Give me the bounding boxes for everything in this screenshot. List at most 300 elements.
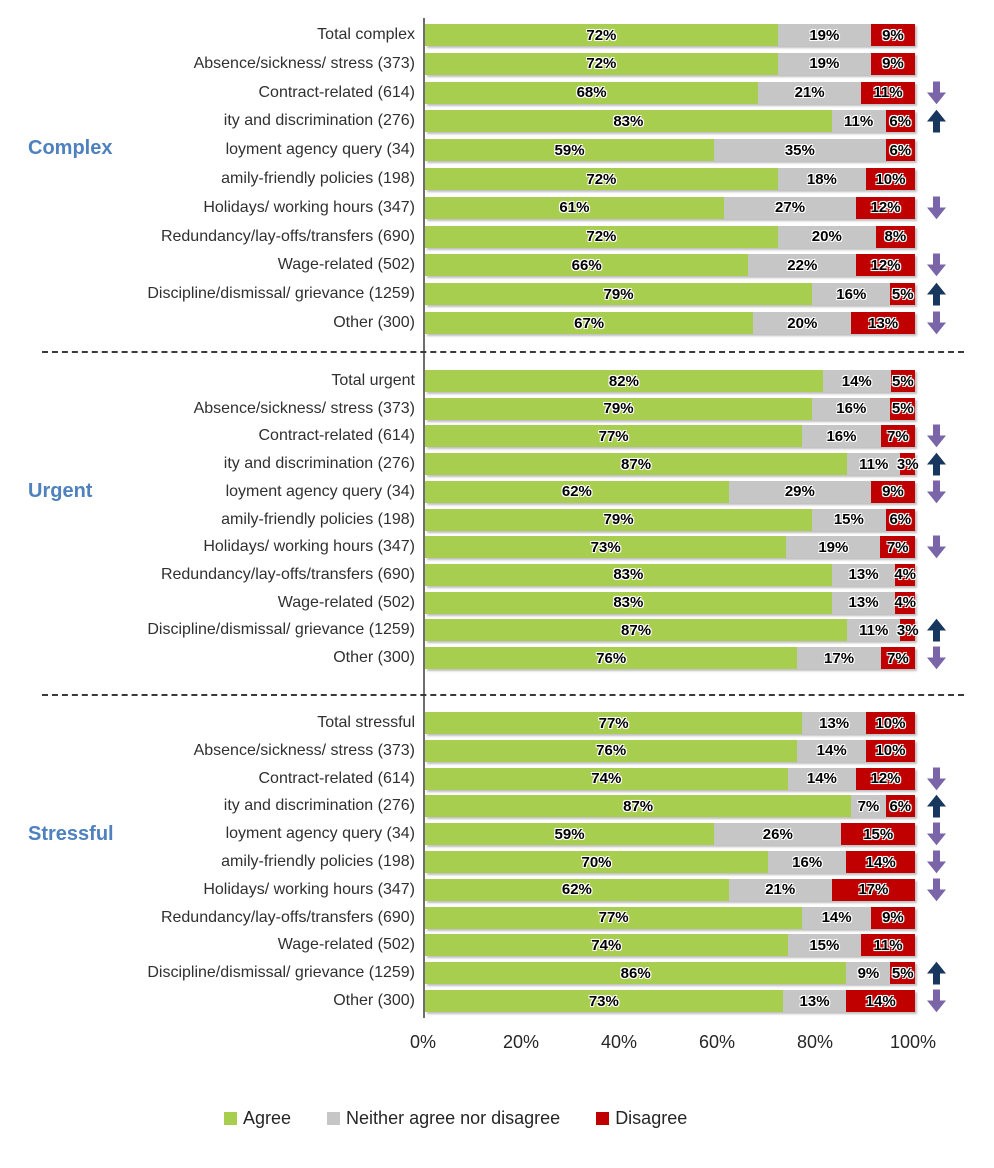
neither-segment [778, 226, 876, 248]
x-axis-tick-label: 80% [796, 1032, 834, 1052]
value-label: 13% [848, 566, 879, 584]
disagree-segment [886, 795, 915, 817]
value-label: 73% [590, 538, 621, 556]
value-label: 17% [824, 649, 855, 667]
value-label: 72% [586, 55, 617, 73]
disagree-segment [895, 592, 915, 614]
agree-segment [425, 370, 823, 392]
down-arrow-icon [926, 850, 947, 874]
up-arrow-icon [926, 109, 947, 133]
category-label: Other (300) [333, 649, 415, 666]
value-label: 70% [581, 853, 612, 871]
legend-label: Neither agree nor disagree [346, 1108, 561, 1128]
value-label: 82% [608, 372, 639, 390]
disagree-segment [890, 398, 915, 420]
value-label: 11% [844, 112, 874, 130]
neither-segment [802, 712, 866, 734]
neither-segment [832, 592, 896, 614]
disagree-segment [856, 254, 915, 276]
value-label: 4% [894, 594, 917, 612]
disagree-segment [832, 879, 915, 901]
neither-segment [714, 823, 841, 845]
stacked-bar [425, 24, 915, 46]
value-label: 7% [886, 427, 909, 445]
value-label: 13% [799, 992, 830, 1010]
category-label: Holidays/ working hours (347) [203, 880, 415, 898]
neither-segment [847, 453, 900, 475]
stacked-bar [425, 768, 915, 790]
stacked-bar [425, 907, 915, 929]
category-label: ity and discrimination (276) [223, 455, 415, 473]
bar-row [0, 82, 994, 104]
agree-segment [425, 712, 802, 734]
value-label: 86% [620, 964, 651, 982]
disagree-segment [881, 647, 915, 669]
neither-segment [778, 24, 871, 46]
category-label: Total stressful [317, 714, 415, 731]
disagree-segment [866, 712, 915, 734]
value-label: 6% [889, 797, 912, 815]
category-label: Wage-related (502) [277, 256, 415, 274]
legend-item [224, 1108, 291, 1129]
neither-segment [788, 934, 862, 956]
disagree-segment [886, 139, 915, 161]
category-label: Wage-related (502) [277, 593, 415, 611]
neither-segment [802, 425, 880, 447]
agree-segment [425, 647, 797, 669]
value-label: 13% [868, 314, 899, 332]
value-label: 77% [598, 714, 629, 732]
bar-row [0, 226, 994, 248]
agree-segment [425, 990, 783, 1012]
value-label: 21% [794, 84, 825, 102]
bar-row [0, 425, 994, 447]
bar-row [0, 907, 994, 929]
agree-segment [425, 619, 847, 641]
stacked-bar [425, 53, 915, 75]
category-label: amily-friendly policies (198) [221, 853, 415, 870]
bar-row [0, 312, 994, 334]
neither-segment [783, 990, 847, 1012]
stacked-bar [425, 564, 915, 586]
disagree-segment [890, 283, 915, 305]
stacked-bar [425, 934, 915, 956]
category-label: amily-friendly policies (198) [221, 170, 415, 187]
agree-segment [425, 592, 832, 614]
value-label: 14% [841, 372, 872, 390]
value-label: 12% [870, 770, 901, 788]
value-label: 29% [784, 483, 815, 501]
stacked-bar [425, 254, 915, 276]
neither-segment [832, 110, 886, 132]
value-label: 7% [886, 649, 909, 667]
disagree-segment [871, 907, 915, 929]
agree-segment [425, 962, 846, 984]
category-label: ity and discrimination (276) [223, 797, 415, 815]
value-label: 14% [821, 909, 852, 927]
category-label: Absence/sickness/ stress (373) [193, 399, 415, 417]
value-label: 10% [875, 714, 906, 732]
category-label: Contract-related (614) [258, 83, 415, 101]
value-label: 13% [848, 594, 879, 612]
bar-row [0, 481, 994, 503]
disagree-segment [856, 197, 915, 219]
bar-row [0, 795, 994, 817]
disagree-segment [841, 823, 915, 845]
value-label: 72% [586, 228, 617, 246]
category-label: Discipline/dismissal/ grievance (1259) [147, 964, 415, 982]
down-arrow-icon [926, 767, 947, 791]
stacked-bar [425, 740, 915, 762]
stacked-bar [425, 283, 915, 305]
bar-row [0, 768, 994, 790]
disagree-segment [896, 619, 919, 641]
value-label: 5% [891, 964, 914, 982]
value-label: 9% [882, 909, 904, 927]
agree-segment [425, 536, 786, 558]
up-arrow-icon [926, 452, 947, 476]
stacked-bar [425, 425, 915, 447]
category-label: Other (300) [333, 314, 415, 331]
value-label: 9% [882, 483, 904, 501]
category-label: Other (300) [333, 992, 415, 1009]
value-label: 62% [561, 483, 592, 501]
x-axis-tick-label: 20% [502, 1032, 540, 1052]
stacked-bar [425, 509, 915, 531]
value-label: 19% [818, 538, 849, 556]
neither-segment [786, 536, 880, 558]
value-label: 79% [603, 400, 634, 418]
value-label: 3% [896, 621, 919, 639]
value-label: 83% [613, 566, 644, 584]
bar-row [0, 592, 994, 614]
down-arrow-icon [926, 196, 947, 220]
value-label: 61% [559, 199, 590, 217]
value-label: 15% [833, 511, 864, 528]
stacked-bar [425, 226, 915, 248]
value-label: 12% [870, 199, 901, 217]
disagree-segment [890, 962, 915, 984]
value-label: 11% [873, 936, 903, 954]
category-label: amily-friendly policies (198) [221, 510, 415, 528]
disagree-segment [846, 990, 915, 1012]
disagree-segment [881, 425, 915, 447]
agree-segment [425, 197, 724, 219]
category-label: Total complex [317, 26, 415, 43]
value-label: 76% [596, 742, 627, 760]
value-label: 20% [787, 314, 818, 332]
bar-row [0, 712, 994, 734]
value-label: 5% [892, 372, 914, 390]
category-label: Contract-related (614) [258, 769, 415, 787]
neither-segment [729, 481, 871, 503]
neither-segment [797, 647, 880, 669]
category-label: Discipline/dismissal/ grievance (1259) [147, 621, 415, 639]
value-label: 18% [806, 170, 837, 188]
agree-segment [425, 24, 778, 46]
bar-row [0, 110, 994, 132]
legend-label: Disagree [615, 1108, 688, 1128]
x-axis-tick-label: 60% [698, 1032, 736, 1052]
value-label: 14% [865, 853, 896, 871]
bar-row [0, 509, 994, 531]
category-label: Absence/sickness/ stress (373) [193, 741, 415, 759]
disagree-segment [851, 312, 915, 334]
disagree-segment [895, 564, 915, 586]
neither-segment [797, 740, 866, 762]
up-arrow-icon [926, 618, 947, 642]
up-arrow-icon [926, 282, 947, 306]
bar-row [0, 536, 994, 558]
agree-segment [425, 226, 778, 248]
neither-segment [823, 370, 891, 392]
agree-segment [425, 879, 729, 901]
bar-row [0, 53, 994, 75]
value-label: 87% [623, 797, 654, 815]
value-label: 10% [875, 170, 906, 188]
neither-segment [847, 619, 900, 641]
up-arrow-icon [926, 794, 947, 818]
value-label: 15% [863, 825, 894, 843]
down-arrow-icon [926, 81, 947, 105]
down-arrow-icon [926, 646, 947, 670]
stacked-bar [425, 851, 915, 873]
disagree-segment [856, 768, 915, 790]
category-label: ity and discrimination (276) [223, 112, 415, 130]
neither-segment [788, 768, 857, 790]
value-label: 4% [894, 566, 917, 584]
stacked-bar [425, 619, 919, 641]
neither-segment [832, 564, 896, 586]
value-label: 73% [588, 992, 619, 1010]
value-label: 11% [859, 621, 889, 639]
bar-row [0, 851, 994, 873]
disagree-segment [876, 226, 915, 248]
value-label: 62% [561, 881, 592, 899]
value-label: 16% [826, 427, 857, 445]
neither-segment [851, 795, 885, 817]
value-label: 14% [806, 770, 837, 788]
stacked-bar [425, 795, 915, 817]
category-label: loyment agency query (34) [225, 825, 415, 843]
category-label: Wage-related (502) [277, 936, 415, 954]
agree-segment [425, 768, 788, 790]
value-label: 13% [819, 714, 850, 732]
value-label: 6% [889, 511, 912, 528]
neither-segment [714, 139, 886, 161]
stacked-bar [425, 481, 915, 503]
agree-segment [425, 254, 748, 276]
category-label: Contract-related (614) [258, 427, 415, 445]
disagree-segment [880, 536, 915, 558]
stacked-bar [425, 82, 915, 104]
stacked-bar [425, 647, 915, 669]
neither-segment [846, 962, 890, 984]
value-label: 26% [762, 825, 793, 843]
stacked-bar [425, 168, 915, 190]
value-label: 16% [792, 853, 823, 871]
neither-segment [778, 168, 866, 190]
stacked-bar [425, 110, 915, 132]
value-label: 67% [574, 314, 605, 332]
down-arrow-icon [926, 424, 947, 448]
value-label: 7% [857, 797, 880, 815]
legend-swatch-icon [327, 1112, 340, 1125]
agree-segment [425, 453, 847, 475]
value-label: 77% [598, 909, 629, 927]
bar-row [0, 254, 994, 276]
down-arrow-icon [926, 253, 947, 277]
neither-segment [758, 82, 861, 104]
bar-row [0, 139, 994, 161]
section-divider [42, 351, 964, 353]
bar-row [0, 283, 994, 305]
disagree-segment [861, 934, 915, 956]
down-arrow-icon [926, 822, 947, 846]
stacked-bar [425, 453, 919, 475]
legend [224, 1108, 687, 1129]
category-label: Total urgent [331, 372, 415, 389]
agree-segment [425, 564, 832, 586]
value-label: 79% [603, 285, 634, 303]
agree-segment [425, 53, 778, 75]
value-label: 6% [889, 112, 912, 130]
value-label: 68% [576, 84, 607, 102]
x-axis-tick-label: 100% [889, 1032, 937, 1052]
value-label: 79% [603, 511, 634, 528]
bar-row [0, 24, 994, 46]
disagree-segment [871, 24, 915, 46]
value-label: 16% [836, 400, 867, 418]
disagree-segment [871, 481, 915, 503]
disagree-segment [886, 509, 915, 531]
value-label: 77% [598, 427, 629, 445]
value-label: 9% [882, 55, 904, 73]
legend-swatch-icon [224, 1112, 237, 1125]
value-label: 11% [873, 84, 903, 102]
agree-segment [425, 740, 797, 762]
bar-row [0, 197, 994, 219]
value-label: 17% [858, 881, 889, 899]
value-label: 14% [816, 742, 847, 760]
x-axis-tick-label: 40% [600, 1032, 638, 1052]
stacked-bar [425, 536, 915, 558]
value-label: 22% [787, 256, 818, 274]
down-arrow-icon [926, 480, 947, 504]
neither-segment [768, 851, 846, 873]
value-label: 66% [571, 256, 602, 274]
neither-segment [812, 509, 886, 531]
category-label: Redundancy/lay-offs/transfers (690) [160, 908, 415, 926]
down-arrow-icon [926, 311, 947, 335]
disagree-segment [871, 53, 915, 75]
bar-row [0, 453, 994, 475]
value-label: 83% [613, 594, 644, 612]
agree-segment [425, 312, 753, 334]
disagree-segment [886, 110, 915, 132]
value-label: 76% [596, 649, 627, 667]
neither-segment [753, 312, 851, 334]
category-label: Discipline/dismissal/ grievance (1259) [147, 285, 415, 303]
down-arrow-icon [926, 535, 947, 559]
value-label: 5% [891, 285, 914, 303]
section-divider [42, 694, 964, 696]
agree-segment [425, 795, 851, 817]
agree-segment [425, 934, 788, 956]
bar-row [0, 740, 994, 762]
bar-row [0, 168, 994, 190]
value-label: 16% [836, 285, 867, 303]
category-label: loyment agency query (34) [225, 141, 415, 159]
value-label: 19% [809, 26, 840, 44]
agree-segment [425, 823, 714, 845]
bar-row [0, 398, 994, 420]
agree-segment [425, 82, 758, 104]
agree-segment [425, 110, 832, 132]
bar-row [0, 823, 994, 845]
value-label: 74% [591, 770, 622, 788]
down-arrow-icon [926, 989, 947, 1013]
neither-segment [748, 254, 856, 276]
disagree-segment [866, 740, 915, 762]
disagree-segment [891, 370, 915, 392]
value-label: 6% [889, 141, 912, 159]
legend-item [327, 1108, 560, 1129]
stacked-bar [425, 879, 915, 901]
neither-segment [724, 197, 856, 219]
value-label: 72% [586, 170, 617, 188]
agree-segment [425, 168, 778, 190]
section-label: Stressful [28, 822, 118, 847]
value-label: 7% [886, 538, 909, 556]
value-label: 8% [884, 228, 907, 246]
category-label: Redundancy/lay-offs/transfers (690) [160, 227, 415, 245]
bar-row [0, 879, 994, 901]
value-label: 27% [775, 199, 806, 217]
neither-segment [729, 879, 832, 901]
legend-swatch-icon [596, 1112, 609, 1125]
value-label: 11% [859, 455, 889, 473]
bar-row [0, 990, 994, 1012]
bar-row [0, 564, 994, 586]
value-label: 3% [896, 455, 919, 473]
value-label: 59% [554, 141, 585, 159]
value-label: 59% [554, 825, 585, 843]
value-label: 10% [875, 742, 906, 760]
stacked-bar [425, 592, 915, 614]
legend-item [596, 1108, 687, 1129]
value-label: 83% [613, 112, 644, 130]
value-label: 87% [621, 621, 652, 639]
agree-segment [425, 398, 812, 420]
stacked-bar [425, 823, 915, 845]
disagree-segment [861, 82, 915, 104]
value-label: 12% [870, 256, 901, 274]
agree-segment [425, 283, 812, 305]
value-label: 87% [621, 455, 652, 473]
disagree-segment [896, 453, 919, 475]
value-label: 9% [882, 26, 904, 44]
stacked-bar [425, 712, 915, 734]
value-label: 14% [865, 992, 896, 1010]
bar-row [0, 370, 994, 392]
agree-segment [425, 509, 812, 531]
value-label: 9% [857, 964, 880, 982]
value-label: 35% [784, 141, 815, 159]
neither-segment [778, 53, 871, 75]
stacked-bar [425, 398, 915, 420]
value-label: 20% [811, 228, 842, 246]
